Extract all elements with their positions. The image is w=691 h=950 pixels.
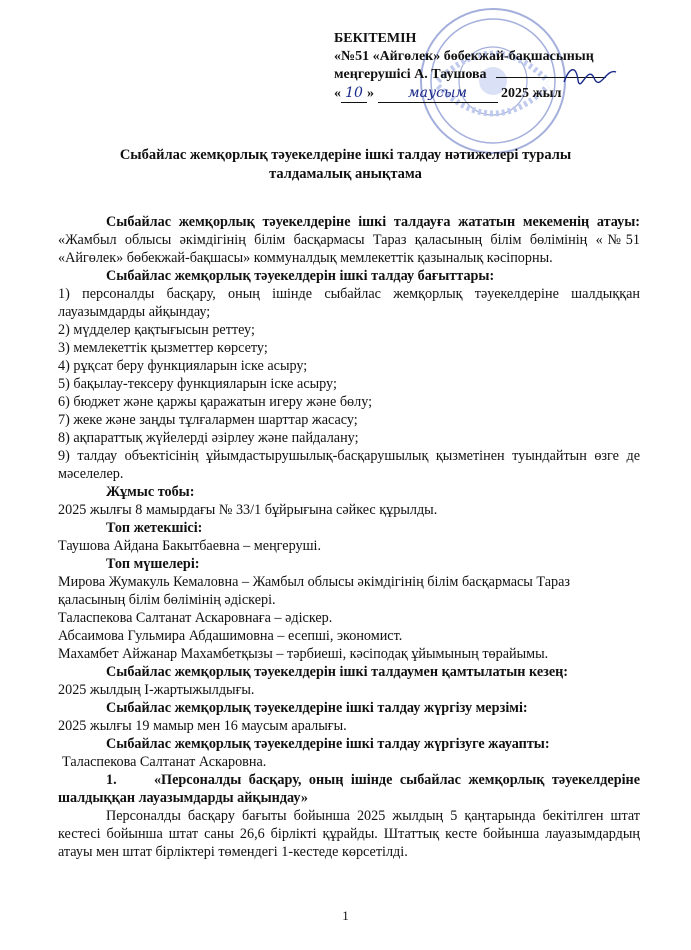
direction-item: 2) мүдделер қақтығысын реттеу; [58, 322, 255, 338]
period-heading: Сыбайлас жемқорлық тәуекелдерін ішкі талдаумен қамтылатын кезең: [106, 664, 569, 680]
member-item: Махамбет Айжанар Махамбетқызы – тәрбиеші, кәсіподақ ұйымының төрайымы. [58, 646, 549, 662]
direction-item: 9) талдау объектісінің ұйымдастырушылық-басқарушылық қызметінен туындайтын өзге де мәселелер. [58, 448, 640, 482]
direction-item: 5) бақылау-тексеру функцияларын іске асыру; [58, 376, 337, 392]
signature-mark [560, 60, 620, 90]
page-number: 1 [342, 908, 349, 923]
leader-text: Таушова Айдана Бакытбаевна – меңгеруші. [58, 538, 322, 554]
term-heading: Сыбайлас жемқорлық тәуекелдеріне ішкі талдау жүргізу мерзімі: [106, 700, 528, 716]
object-label: Сыбайлас жемқорлық тәуекелдеріне ішкі талдауға жататын мекеменің атауы: [106, 214, 640, 230]
approval-date-day: 10 [341, 84, 367, 103]
title-line-1: Сыбайлас жемқорлық тәуекелдеріне ішкі талдау нәтижелері туралы [119, 147, 572, 163]
approval-date-line: « 10 » маусым 2025 жыл [334, 85, 562, 101]
member-item: Абсаимова Гульмира Абдашимовна – есепші, экономист. [58, 628, 403, 644]
direction-item: 4) рұқсат беру функцияларын іске асыру; [58, 358, 308, 374]
member-item: Мирова Жумакуль Кемаловна – Жамбыл облысы әкімдігінің білім басқармасы Тараз қаласының білім бөлімінің әдіскері. [58, 574, 570, 608]
approval-head-name: меңгерушісі А. Таушова [334, 67, 487, 82]
term-text: 2025 жылғы 19 мамыр мен 16 маусым аралығы. [58, 718, 347, 734]
approval-org-line: «№51 «Айгөлек» бөбекжай-бақшасының [334, 49, 594, 64]
members-heading: Топ мүшелері: [106, 556, 200, 572]
direction-item: 7) жеке және заңды тұлғалармен шарттар жасасу; [58, 412, 358, 428]
workgroup-heading: Жұмыс тобы: [106, 484, 195, 500]
title-line-2: талдамалық анықтама [269, 166, 422, 182]
approval-date-month: маусым [378, 84, 498, 103]
section-1-text: Персоналды басқару бағыты бойынша 2025 жылдың 5 қаңтарында бекітілген штат кестесі бойынша штат саны 26,6 бірлікті құрайды. Штаттық кесте бойынша лауазымдардың атауы мен штат бірліктері төмендегі 1-кестеде көрсетілді. [58, 808, 640, 860]
responsible-heading: Сыбайлас жемқорлық тәуекелдеріне ішкі талдау жүргізуге жауапты: [106, 736, 550, 752]
document-title [0, 146, 691, 184]
approval-date-year: 2025 жыл [501, 86, 562, 101]
member-item: Таласпекова Салтанат Аскаровнаға – әдіскер. [58, 610, 333, 626]
workgroup-text: 2025 жылғы 8 мамырдағы № 33/1 бұйрығына сәйкес құрылды. [58, 502, 438, 518]
leader-heading: Топ жетекшісі: [106, 520, 203, 536]
direction-item: 1) персоналды басқару, оның ішінде сыбайлас жемқорлық тәуекелдеріне шалдыққан лауазымдарды айқындау; [58, 286, 640, 320]
direction-item: 8) ақпараттық жүйелерді әзірлеу және пайдалану; [58, 430, 359, 446]
approval-heading: БЕКІТЕМІН [334, 31, 417, 46]
section-1-heading: 1. «Персоналды басқару, оның ішінде сыбайлас жемқорлық тәуекелдеріне шалдыққан лауазымдарды айқындау» [58, 772, 640, 806]
object-paragraph [58, 213, 640, 267]
object-text: «Жамбыл облысы әкімдігінің білім басқармасы Тараз қаласының білім бөлімінің «№51 «Айгөлек» бөбекжай-бақшасы» коммуналдық мемлекеттік қазыналық кәсіпорны. [58, 232, 640, 266]
directions-heading: Сыбайлас жемқорлық тәуекелдерін ішкі талдау бағыттары: [106, 268, 495, 284]
direction-item: 6) бюджет және қаржы қаражатын игеру және бөлу; [58, 394, 373, 410]
responsible-text: Таласпекова Салтанат Аскаровна. [62, 754, 267, 770]
period-text: 2025 жылдың І-жартыжылдығы. [58, 682, 255, 698]
document-body [58, 213, 640, 861]
direction-item: 3) мемлекеттік қызметтер көрсету; [58, 340, 268, 356]
